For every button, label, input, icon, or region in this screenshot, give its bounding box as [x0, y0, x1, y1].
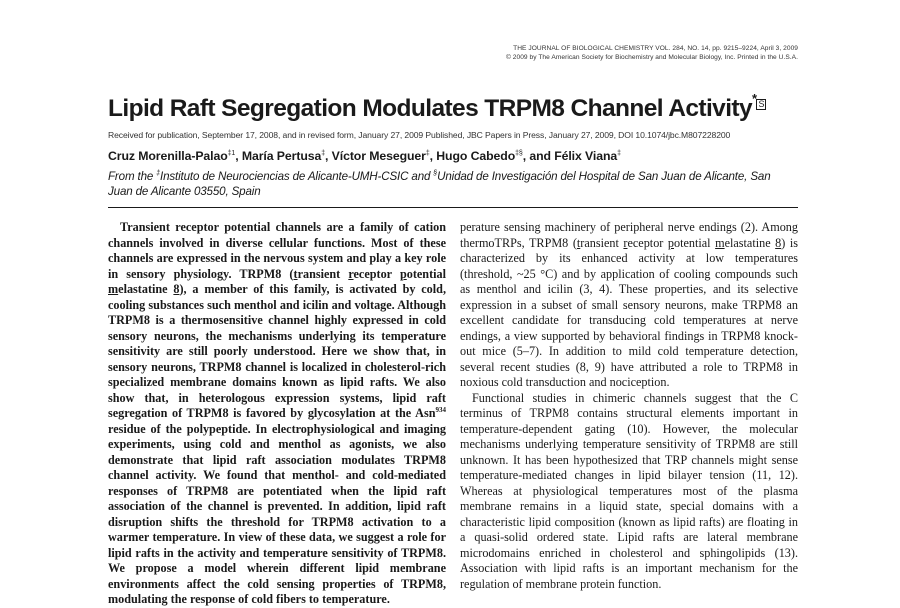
article-title-text: Lipid Raft Segregation Modulates TRPM8 Channel Activity — [108, 95, 752, 123]
article-title — [108, 91, 766, 123]
affiliation-prefix: From the — [108, 169, 157, 183]
author-separator: , — [325, 149, 332, 163]
abbrev-letter: 8 — [173, 282, 180, 296]
intro-text: eceptor — [627, 235, 668, 250]
abstract-paragraph — [108, 220, 446, 608]
abbrev-letter: t — [576, 235, 581, 250]
abstract-text: Transient receptor potential channels are a family of cation channels involved in diverse cellular functions. Most of these channels are expressed in the nervous system and play a key role in sensory physiology. TRPM8 ( — [108, 220, 446, 281]
intro-paragraph-2: Functional studies in chimeric channels suggest that the C terminus of TRPM8 contains structural elements important in temperature-dependent gating (10). However, the molecular mechanisms underlying temperature sensitivity of TRPM8 are still unknown. It has been hypothesized that TRP channels might sense temperature-mediated changes in lipid bilayer tension (11, 12). Whereas at physiological temperatures most of the plasma membrane remains in a liquid state, special domains with a characteristic lipid composition (known as lipid rafts) are floating in a quasi-solid ordered state. Lipid rafts are lateral membrane microdomains enriched in cholesterol and sphingolipids (13). Association with lipid rafts is an important mechanism for the regulation of membrane protein function. — [460, 390, 798, 591]
intro-text: ransient — [580, 235, 624, 250]
author-separator: , and — [522, 149, 555, 163]
intro-text: ) is characterized by its enhanced activity at low temperatures (threshold, ~25 °C) and by application of cooling compounds such as menthol and icilin (3, 4). These properties, and its selective expression in a subset of small sensory neurons, make TRPM8 an excellent candidate for transducing cold temperatures at nerve endings, a view supported by behavioral findings in TRPM8 knock-out mice (5–7). In addition to mild cold temperature detection, several recent studies (8, 9) have attributed a role to TRPM8 in noxious cold transduction and nociception. — [460, 235, 798, 389]
author-name: Cruz Morenilla-Palao — [108, 149, 228, 163]
introduction-column — [460, 220, 798, 592]
journal-header — [506, 44, 798, 62]
author-list — [108, 149, 621, 163]
supplemental-material-icon[interactable]: S — [758, 99, 764, 110]
abbrev-letter: 8 — [775, 235, 782, 250]
intro-text: otential — [674, 235, 716, 250]
author-mark: ‡ — [617, 149, 621, 157]
abbrev-letter: m — [108, 282, 119, 296]
author-separator: , — [235, 149, 242, 163]
author-name: Víctor Meseguer — [331, 149, 426, 163]
abstract-text: residue of the polypeptide. In electrophysiological and imaging experiments, using cold and menthol as agonists, we also demonstrate that lipid raft association modulates TRPM8 channel activity. We found that menthol- and cold-mediated responses of TRPM8 are potentiated when the lipid raft association of the channel is prevented. In addition, lipid raft disruption shifts the threshold for TRPM8 activation to a warmer temperature. In view of these data, we suggest a role for lipid rafts in the activity and temperature sensitivity of TRPM8. We propose a model wherein different lipid membrane environments affect the cold sensing properties of TRPM8, modulating the response of cold fibers to temperature. — [108, 421, 446, 606]
header-divider — [108, 207, 798, 208]
author-name: Félix Viana — [554, 149, 618, 163]
abbrev-letter: t — [293, 266, 298, 281]
abbrev-letter: p — [667, 235, 674, 250]
affiliation-mark: ‡ — [156, 170, 161, 177]
affiliation-mark: § — [433, 170, 438, 177]
intro-text: perature sensing machinery of peripheral nerve endings (2). Among thermoTRPs, TRPM8 ( — [460, 220, 798, 250]
author-mark: ‡ — [425, 149, 430, 157]
author-mark: ‡1 — [227, 149, 236, 157]
abbrev-letter: m — [715, 235, 725, 250]
author-mark: ‡§ — [515, 149, 523, 157]
publication-dates: Received for publication, September 17, 2008, and in revised form, January 27, 2009 Published, JBC Papers in Press, January 27, 2009, DOI 10.1074/jbc.M807228200 — [108, 130, 731, 140]
author-name: María Pertusa — [241, 149, 322, 163]
intro-text: elastatine — [724, 235, 776, 250]
abstract-text: otential — [406, 266, 446, 281]
abbrev-letter: r — [348, 266, 354, 281]
author-separator: , — [429, 149, 437, 163]
affiliation-institute-2: Unidad de Investigación del Hospital de San Juan de Alicante, San Juan de Alicante 03550, Spain — [108, 169, 771, 198]
abstract-text: elastatine — [118, 282, 174, 296]
author-mark: ‡ — [321, 149, 326, 157]
intro-paragraph-1 — [460, 220, 798, 391]
abstract-text: ransient — [297, 266, 349, 281]
title-footnote-mark: * — [752, 91, 757, 106]
abbrev-letter: p — [399, 266, 407, 281]
abstract-text: eceptor — [353, 266, 400, 281]
abstract-text: ), a member of this family, is activated by cold, cooling substances such menthol and icilin and voltage. Although TRPM8 is a thermosensitive channel highly expressed in cold sensory neurons, the mechanisms underlying its temperature sensitivity are still poorly understood. Here we show that, in sensory neurons, TRPM8 channel is localized in cholesterol-rich specialized membrane domains known as lipid rafts. We also show that, in heterologous expression systems, lipid raft segregation of TRPM8 is favored by glycosylation at the Asn — [108, 282, 446, 420]
author-name: Hugo Cabedo — [436, 149, 516, 163]
affiliations — [108, 166, 798, 199]
abbrev-letter: r — [623, 235, 628, 250]
affiliation-institute-1: Instituto de Neurociencias de Alicante-UMH-CSIC and — [160, 169, 434, 183]
abstract-column — [108, 220, 446, 608]
residue-position: 934 — [435, 405, 446, 414]
copyright-line: © 2009 by The American Society for Biochemistry and Molecular Biology, Inc. Printed in the U.S.A. — [505, 54, 798, 61]
journal-citation: THE JOURNAL OF BIOLOGICAL CHEMISTRY VOL. 284, NO. 14, pp. 9215–9224, April 3, 2009 — [513, 45, 798, 52]
